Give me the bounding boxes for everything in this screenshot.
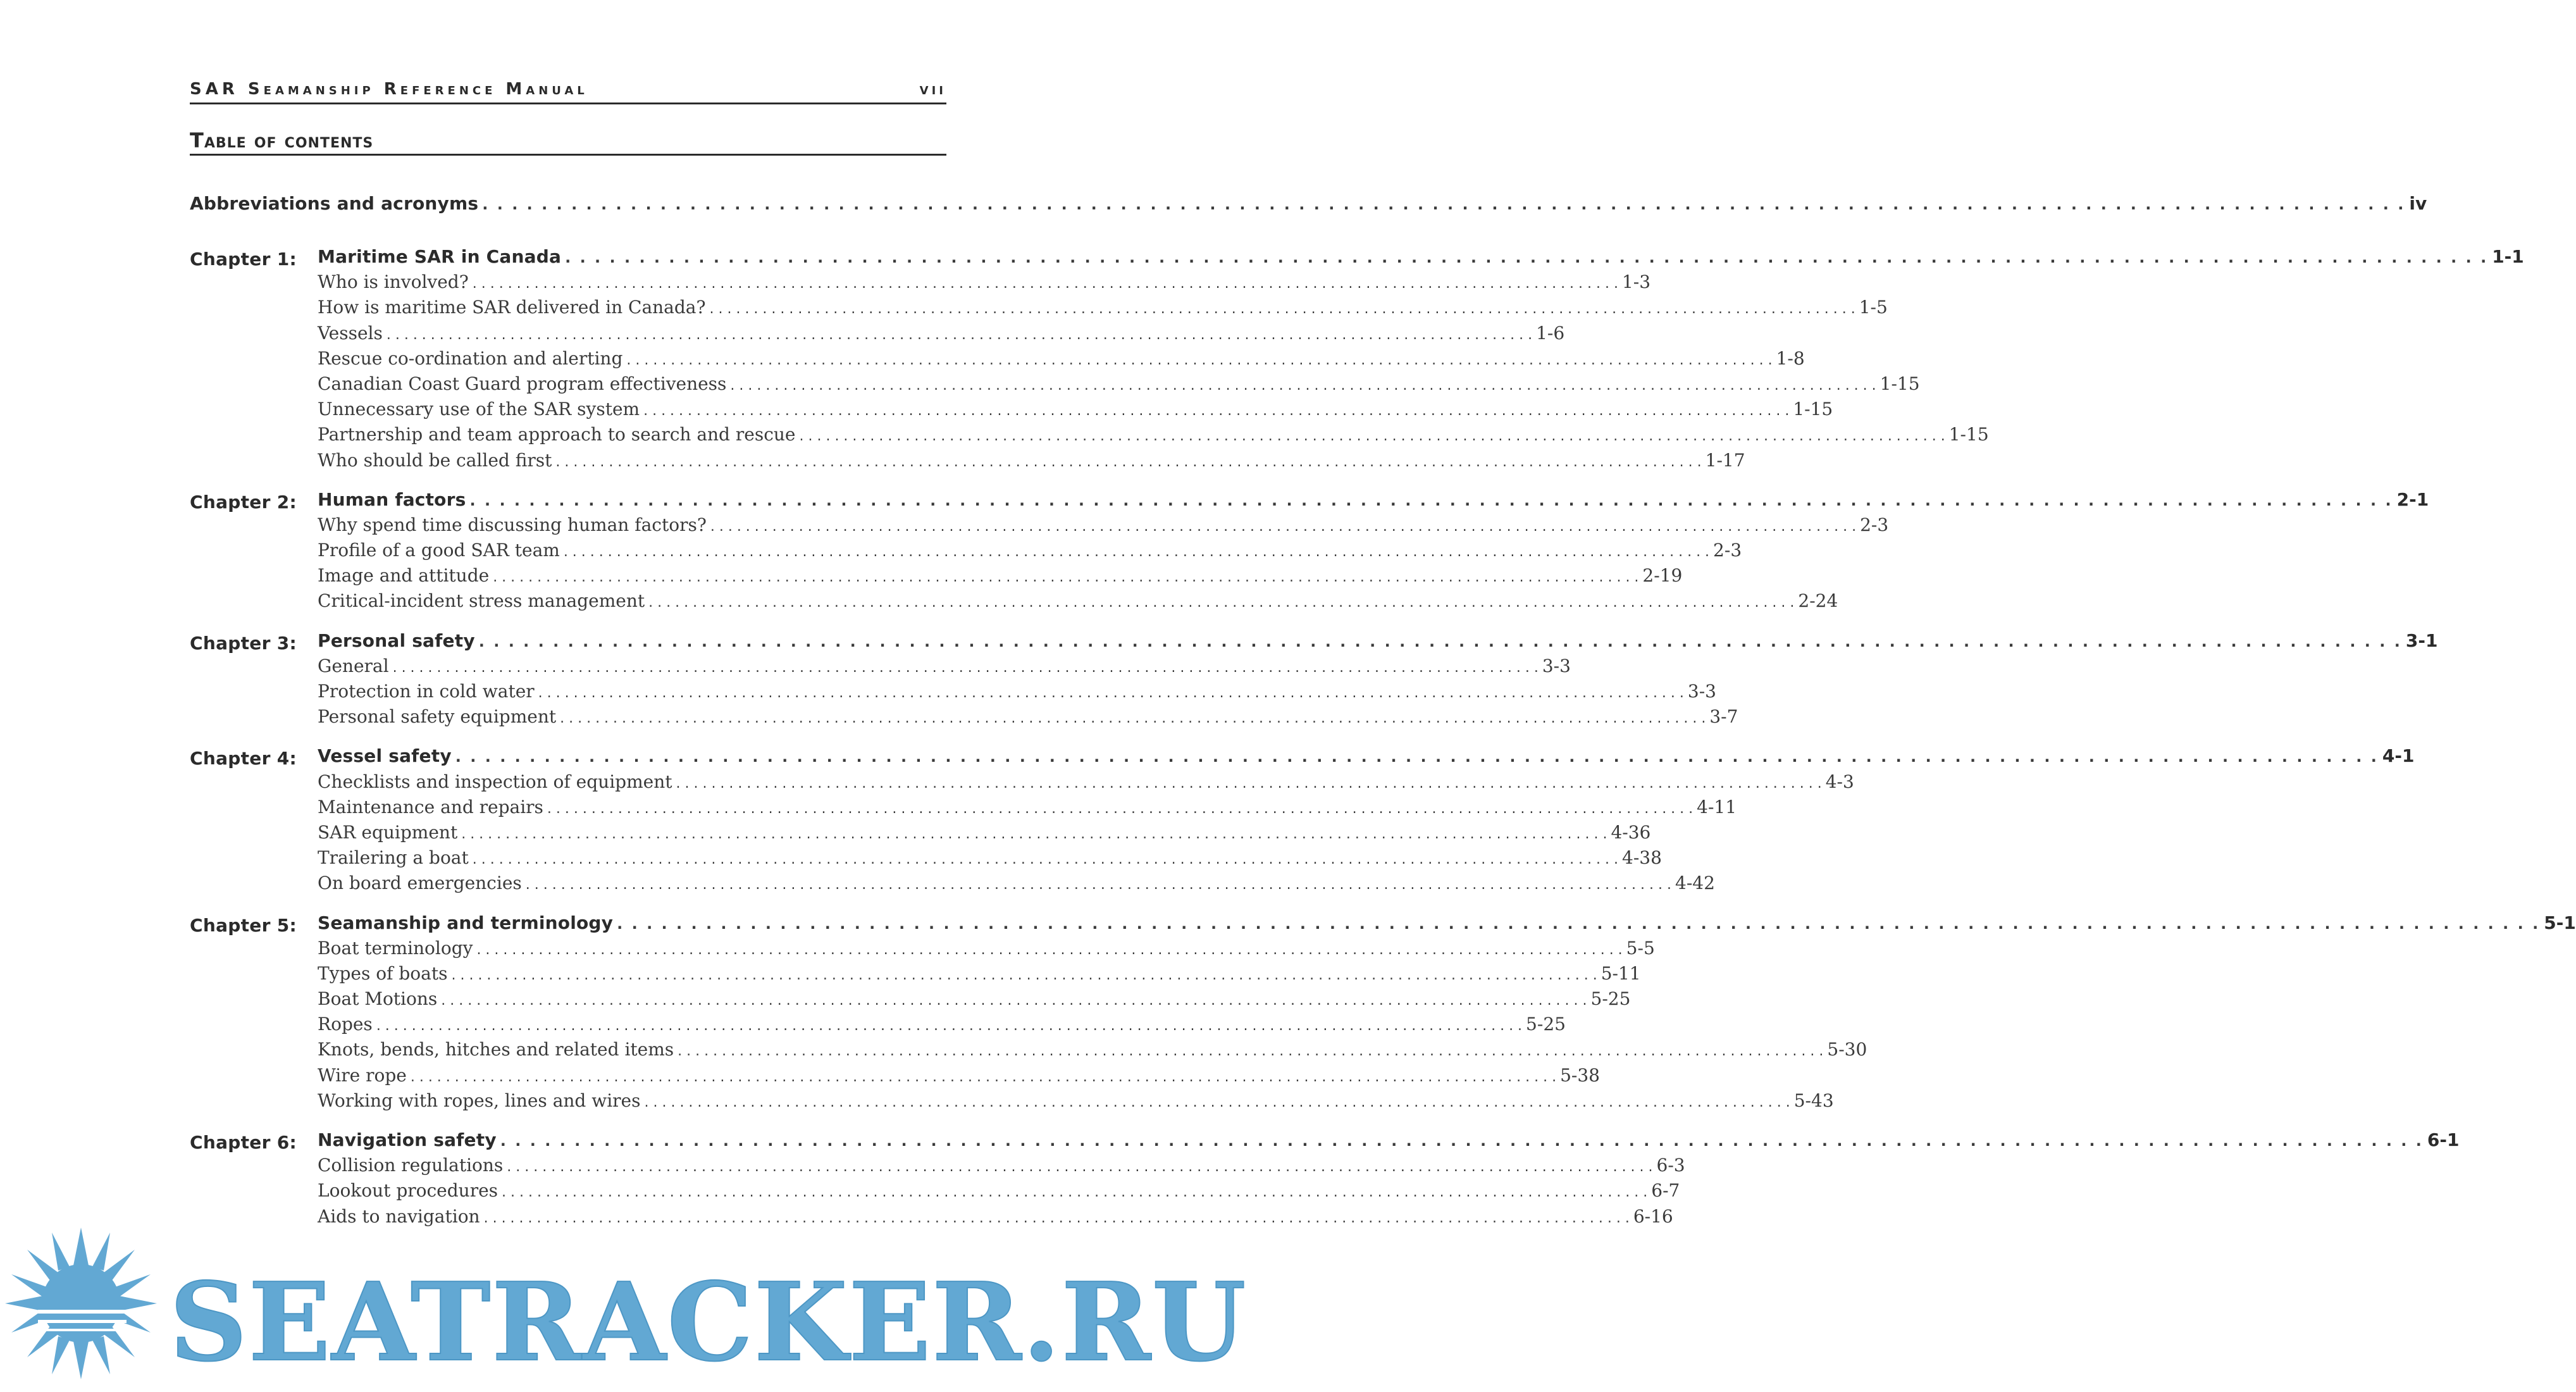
dot-leader — [710, 519, 1856, 535]
toc-chapter-heading[interactable] — [190, 1129, 2460, 1155]
toc-entry-title: Unnecessary use of the SAR system — [318, 399, 640, 420]
chapter-label: Chapter 4: — [190, 748, 297, 769]
toc-entry-page: 2-24 — [1798, 590, 1838, 612]
page-number: vii — [919, 80, 946, 99]
toc-entry-abbreviations[interactable] — [190, 193, 2427, 232]
toc-entry-title: Wire rope — [318, 1064, 407, 1086]
dot-leader — [676, 776, 1822, 792]
toc-entry-title: Seamanship and terminology — [318, 912, 614, 933]
toc-section-entry[interactable] — [190, 1180, 1680, 1205]
toc-entry-page: 5-38 — [1560, 1064, 1600, 1086]
watermark — [0, 1227, 1248, 1392]
dot-leader — [564, 544, 1709, 560]
toc-entry-page: 1-15 — [1948, 424, 1989, 445]
toc-chapter-2 — [190, 488, 2429, 616]
toc-section-entry[interactable] — [190, 847, 1662, 873]
toc-entry-page: 5-11 — [1601, 962, 1641, 984]
toc-section-entry[interactable] — [190, 1014, 1566, 1039]
toc-section-entry[interactable] — [190, 590, 1838, 616]
toc-entry-title: Abbreviations and acronyms — [190, 193, 479, 214]
dot-leader — [493, 569, 1638, 585]
dot-leader — [678, 1043, 1823, 1059]
toc-section-entry[interactable] — [190, 821, 1651, 847]
dot-leader — [411, 1069, 1556, 1085]
dot-leader — [547, 801, 1693, 817]
toc-entry-page: 5-1 — [2544, 912, 2576, 933]
toc-chapter-5 — [190, 912, 2576, 1116]
toc-section-entry[interactable] — [190, 565, 1683, 590]
toc-chapter-6 — [190, 1129, 2460, 1231]
dot-leader — [476, 942, 1622, 958]
toc-section-entry[interactable] — [190, 271, 1651, 297]
toc-entry-title: Critical-incident stress management — [318, 590, 645, 612]
dot-leader — [730, 378, 1876, 394]
dot-leader — [710, 301, 1855, 317]
toc-entry-page: 2-19 — [1642, 565, 1683, 587]
toc-entry-title: Maintenance and repairs — [318, 796, 543, 817]
dot-leader — [455, 748, 2379, 766]
dot-leader — [538, 685, 1684, 701]
toc-entry-title: Human factors — [318, 488, 466, 510]
toc-chapter-heading[interactable] — [190, 630, 2438, 656]
dot-leader — [473, 852, 1618, 867]
toc-section-entry[interactable] — [190, 1039, 1867, 1064]
toc-entry-title: Personal safety equipment — [318, 706, 557, 728]
toc-chapter-heading[interactable] — [190, 912, 2576, 938]
toc-entry-title: Canadian Coast Guard program effectiveness — [318, 373, 727, 394]
toc-entry-page: 6-7 — [1651, 1180, 1680, 1202]
toc-entry-page: 1-6 — [1536, 322, 1565, 344]
toc-chapter-1 — [190, 246, 2524, 475]
toc-entry-page: 5-30 — [1827, 1039, 1867, 1060]
toc-entry-page: 6-3 — [1656, 1155, 1685, 1176]
toc-entry-page: 5-25 — [1590, 988, 1631, 1010]
toc-entry-title: Vessel safety — [318, 745, 452, 767]
toc-section-entry[interactable] — [190, 399, 1833, 424]
toc-chapter-3 — [190, 630, 2438, 732]
toc-entry-title: Types of boats — [318, 962, 448, 984]
dot-leader — [507, 1159, 1652, 1175]
toc-section-entry[interactable] — [190, 706, 1738, 731]
dot-leader — [800, 428, 1945, 444]
toc-chapter-heading[interactable] — [190, 246, 2524, 271]
toc-chapter-heading[interactable] — [190, 745, 2415, 771]
toc-entry-page: 4-42 — [1675, 873, 1715, 894]
toc-section-entry[interactable] — [190, 937, 1655, 963]
toc-entry-title: Maritime SAR in Canada — [318, 246, 562, 267]
toc-entry-page: 1-3 — [1621, 271, 1651, 293]
toc-section-entry[interactable] — [190, 681, 1716, 706]
running-head — [190, 80, 946, 104]
toc-entry-title: On board emergencies — [318, 873, 522, 894]
chapter-label: Chapter 1: — [190, 249, 297, 270]
toc-entry-title: Boat Motions — [318, 988, 438, 1010]
toc-entry-page: 1-15 — [1879, 373, 1920, 394]
toc-entry-title: Knots, bends, hitches and related items — [318, 1039, 674, 1060]
dot-leader — [648, 595, 1794, 611]
chapter-label: Chapter 2: — [190, 491, 297, 513]
chapter-label: Chapter 5: — [190, 914, 297, 936]
dot-leader — [470, 492, 2393, 509]
toc-entry-page: 6-16 — [1633, 1205, 1673, 1227]
toc-entry-title: Checklists and inspection of equipment — [318, 771, 672, 792]
dot-leader — [441, 993, 1587, 1009]
toc-section-entry[interactable] — [190, 1155, 1685, 1180]
toc-entry-title: Personal safety — [318, 630, 475, 651]
dot-leader — [643, 403, 1789, 419]
toc-entry-page: 4-1 — [2382, 745, 2415, 767]
dot-leader — [645, 1095, 1790, 1110]
toc-section-entry[interactable] — [190, 796, 1737, 822]
toc-entry-page: 2-3 — [1860, 514, 1889, 535]
toc-entry-page: 4-36 — [1611, 821, 1651, 843]
toc-entry-page: 5-43 — [1793, 1090, 1834, 1111]
toc-entry-title: Profile of a good SAR team — [318, 540, 560, 561]
toc-section-entry[interactable] — [190, 514, 1889, 540]
toc-entry-page: 4-11 — [1697, 796, 1737, 817]
toc-entry-title: Why spend time discussing human factors? — [318, 514, 707, 535]
toc-entry-title: Boat terminology — [318, 937, 473, 959]
dot-leader — [560, 711, 1706, 726]
dot-leader — [387, 327, 1532, 343]
toc-section-entry[interactable] — [190, 540, 1742, 565]
toc-entry-page: 1-8 — [1776, 347, 1805, 369]
toc-section-entry[interactable] — [190, 1090, 1834, 1115]
dot-leader — [461, 826, 1607, 842]
toc-section-entry[interactable] — [190, 655, 1571, 681]
dot-leader — [473, 276, 1618, 292]
dot-leader — [500, 1132, 2424, 1150]
toc-entry-page: 3-1 — [2405, 630, 2438, 651]
dot-leader — [451, 967, 1597, 983]
toc-entry-title: Aids to navigation — [318, 1205, 480, 1227]
toc-section-entry[interactable] — [190, 424, 1989, 449]
toc-entry-page: 3-7 — [1709, 706, 1738, 728]
toc-entry-title: Who should be called first — [318, 449, 552, 471]
toc-section-entry[interactable] — [190, 322, 1565, 348]
toc-entry-title: Collision regulations — [318, 1155, 504, 1176]
dot-leader — [626, 352, 1772, 368]
toc-section-entry[interactable] — [190, 771, 1854, 797]
toc-entry-page: 4-3 — [1825, 771, 1854, 792]
chapter-label: Chapter 3: — [190, 632, 297, 654]
dot-leader — [555, 454, 1701, 470]
watermark-text: SEATRACKER.RU — [170, 1259, 1248, 1386]
toc-entry-page: 1-1 — [2492, 246, 2524, 267]
dot-leader — [526, 877, 1671, 893]
toc-section-entry[interactable] — [190, 449, 1745, 475]
dot-leader — [484, 1210, 1630, 1226]
manual-title: SAR Seamanship Reference Manual — [190, 80, 588, 99]
toc-entry-title: Lookout procedures — [318, 1180, 498, 1202]
toc-entry-page: 5-25 — [1526, 1014, 1566, 1035]
dot-leader — [482, 196, 2405, 213]
toc-chapter-4 — [190, 745, 2415, 898]
toc-section-entry[interactable] — [190, 347, 1805, 373]
toc-entry-title: Who is involved? — [318, 271, 469, 293]
toc-entry-title: General — [318, 655, 389, 676]
toc-entry-page: 6-1 — [2427, 1129, 2460, 1150]
toc-entry-page: 1-5 — [1859, 297, 1888, 318]
toc-entry-page: 3-3 — [1542, 655, 1571, 676]
toc-chapter-heading[interactable] — [190, 488, 2429, 514]
dot-leader — [479, 633, 2402, 650]
toc-section-entry[interactable] — [190, 962, 1641, 988]
toc-entry-title: Image and attitude — [318, 565, 490, 587]
toc-entry-title: Vessels — [318, 322, 383, 344]
chapter-label: Chapter 6: — [190, 1132, 297, 1153]
toc-section-entry[interactable] — [190, 1064, 1600, 1090]
table-of-contents — [190, 193, 2576, 1231]
toc-entry-title: How is maritime SAR delivered in Canada? — [318, 297, 706, 318]
dot-leader — [393, 660, 1539, 676]
dot-leader — [502, 1184, 1647, 1200]
toc-entry-title: Working with ropes, lines and wires — [318, 1090, 641, 1111]
toc-entry-page: 1-17 — [1705, 449, 1745, 471]
dot-leader — [376, 1018, 1522, 1034]
toc-section-entry[interactable] — [190, 297, 1888, 322]
toc-entry-title: Ropes — [318, 1014, 373, 1035]
toc-entry-page: 2-1 — [2396, 488, 2429, 510]
dot-leader — [565, 249, 2488, 266]
toc-section-entry[interactable] — [190, 988, 1631, 1014]
toc-section-entry[interactable] — [190, 373, 1920, 399]
toc-entry-title: Trailering a boat — [318, 847, 469, 869]
sun-logo-icon — [0, 1221, 164, 1386]
toc-entry-title: Protection in cold water — [318, 681, 535, 702]
toc-entry-title: Partnership and team approach to search and rescue — [318, 424, 796, 445]
toc-entry-page: 2-3 — [1713, 540, 1742, 561]
toc-entry-page: 1-15 — [1793, 399, 1833, 420]
toc-entry-title: SAR equipment — [318, 821, 458, 843]
toc-entry-page: iv — [2409, 193, 2427, 214]
toc-entry-page: 5-5 — [1626, 937, 1655, 959]
dot-leader — [617, 915, 2540, 933]
toc-entry-title: Rescue co-ordination and alerting — [318, 347, 623, 369]
toc-section-entry[interactable] — [190, 873, 1715, 898]
toc-heading: Table of contents — [190, 128, 946, 156]
toc-entry-page: 3-3 — [1687, 681, 1716, 702]
toc-entry-title: Navigation safety — [318, 1129, 497, 1150]
toc-entry-page: 4-38 — [1622, 847, 1662, 869]
